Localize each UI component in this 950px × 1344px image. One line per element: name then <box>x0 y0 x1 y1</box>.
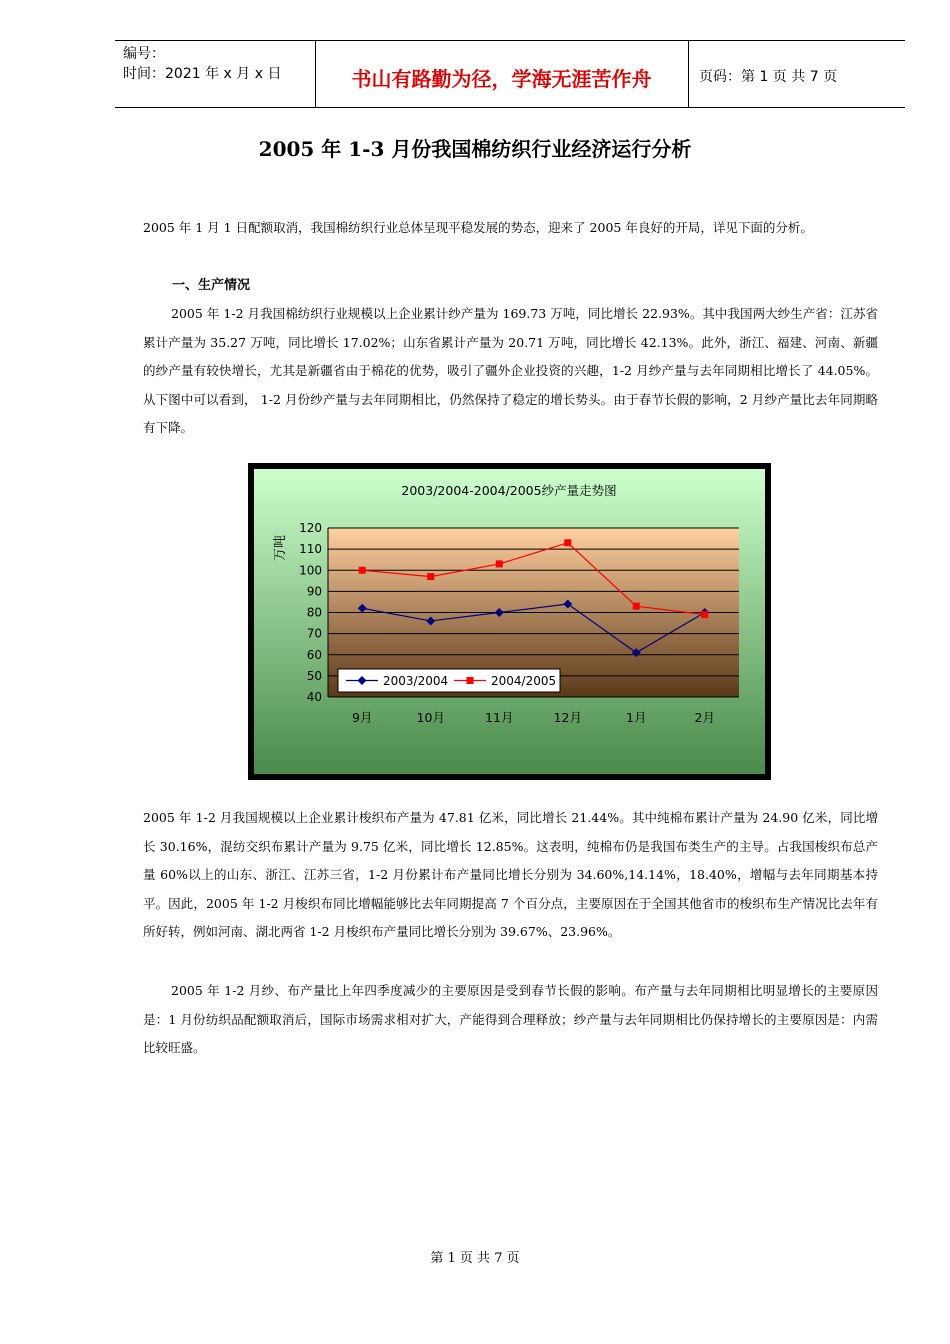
x-tick-label: 10月 <box>416 710 445 725</box>
date-label: 时间：2021 年 x 月 x 日 <box>123 66 282 82</box>
header-page-label: 页码：第 1 页 共 7 页 <box>699 69 838 85</box>
data-point <box>496 560 503 567</box>
paragraph-yarn: 2005 年 1-2 月我国棉纺织行业规模以上企业累计纱产量为 169.73 万吨，同比增长 22.93%。其中我国两大纱生产省：江苏省累计产量为 35.27 万吨，同比增长 17.02%；山东省累计产量为 20.71 万吨，同比增长 42.13%。此外，浙江、福建、河南、新疆的纱产量有较快增长，尤其是新疆省由于棉花的优势，吸引了疆外企业投资的兴趣，1-2 月纱产量与去年同期相比增长了 44.05%。从下图中可以看到， 1-2 月份纱产量与去年同期相比，仍然保持了稳定的增长势头。由于春节长假的影响，2 月纱产量比去年同期略有下降。 <box>143 306 878 435</box>
y-tick-label: 110 <box>299 542 322 557</box>
x-tick-label: 12月 <box>553 710 582 725</box>
x-tick-label: 9月 <box>352 710 373 725</box>
intro-paragraph: 2005 年 1 月 1 日配额取消，我国棉纺织行业总体呈现平稳发展的势态，迎来了 2005 年良好的开局，详见下面的分析。 <box>143 220 813 235</box>
yarn-output-chart <box>248 463 771 780</box>
data-point <box>427 573 434 580</box>
serial-label: 编号： <box>123 46 165 62</box>
y-tick-label: 80 <box>306 605 322 620</box>
y-axis-label: 万吨 <box>273 534 288 562</box>
data-point <box>564 539 571 546</box>
chart-legend <box>338 669 560 692</box>
y-tick-label: 50 <box>306 668 322 683</box>
x-tick-label: 1月 <box>626 710 647 725</box>
page-footer: 第 1 页 共 7 页 <box>430 1251 520 1266</box>
data-point <box>633 603 640 610</box>
y-tick-label: 90 <box>306 584 322 599</box>
data-point <box>701 611 708 618</box>
header-motto-cell <box>315 41 689 107</box>
y-tick-label: 60 <box>306 647 322 662</box>
legend-label: 2003/2004 <box>383 674 449 688</box>
data-point <box>359 567 366 574</box>
legend-label: 2004/2005 <box>491 674 557 688</box>
section-heading-production: 一、生产情况 <box>172 278 251 293</box>
y-tick-label: 120 <box>299 521 322 535</box>
header-meta <box>115 41 316 107</box>
data-point <box>467 677 474 684</box>
paragraph-reasons: 2005 年 1-2 月纱、布产量比上年四季度减少的主要原因是受到春节长假的影响。布产量与去年同期相比明显增长的主要原因是：1 月份纺织品配额取消后，国际市场需求相对扩大，产能得到合理释放；纱产量与去年同期相比仍保持增长的主要原因是：内需比较旺盛。 <box>143 983 878 1055</box>
header-page-cell <box>689 41 905 107</box>
header-motto: 书山有路勤为径，学海无涯苦作舟 <box>351 67 652 91</box>
paragraph-cloth: 2005 年 1-2 月我国规模以上企业累计梭织布产量为 47.81 亿米，同比增长 21.44%。其中纯棉布累计产量为 24.90 亿米，同比增长 30.16%，混纺交织布累计产量为 9.75 亿米，同比增长 12.85%。这表明，纯棉布仍是我国布类生产的主导。占我国梭织布总产量 60%以上的山东、浙江、江苏三省，1-2 月份累计布产量同比增长分别为 34.60%,14.14%，18.40%，增幅与去年同期基本持平。因此，2005 年 1-2 月梭织布同比增幅能够比去年同期提高 7 个百分点，主要原因在于全国其他省市的梭织布生产情况比去年有所好转，例如河南、湖北两省 1-2 月梭织布产量同比增长分别为 39.67%、23.96%。 <box>143 810 878 939</box>
chart-svg <box>254 469 765 774</box>
document-title: 2005 年 1-3 月份我国棉纺织行业经济运行分析 <box>258 137 692 161</box>
y-tick-label: 40 <box>306 690 322 704</box>
x-tick-label: 2月 <box>694 710 715 725</box>
x-tick-label: 11月 <box>485 710 514 725</box>
y-tick-label: 70 <box>306 626 322 641</box>
y-tick-label: 100 <box>299 563 322 578</box>
chart-title: 2003/2004-2004/2005纱产量走势图 <box>401 483 617 498</box>
page-header <box>115 40 905 108</box>
